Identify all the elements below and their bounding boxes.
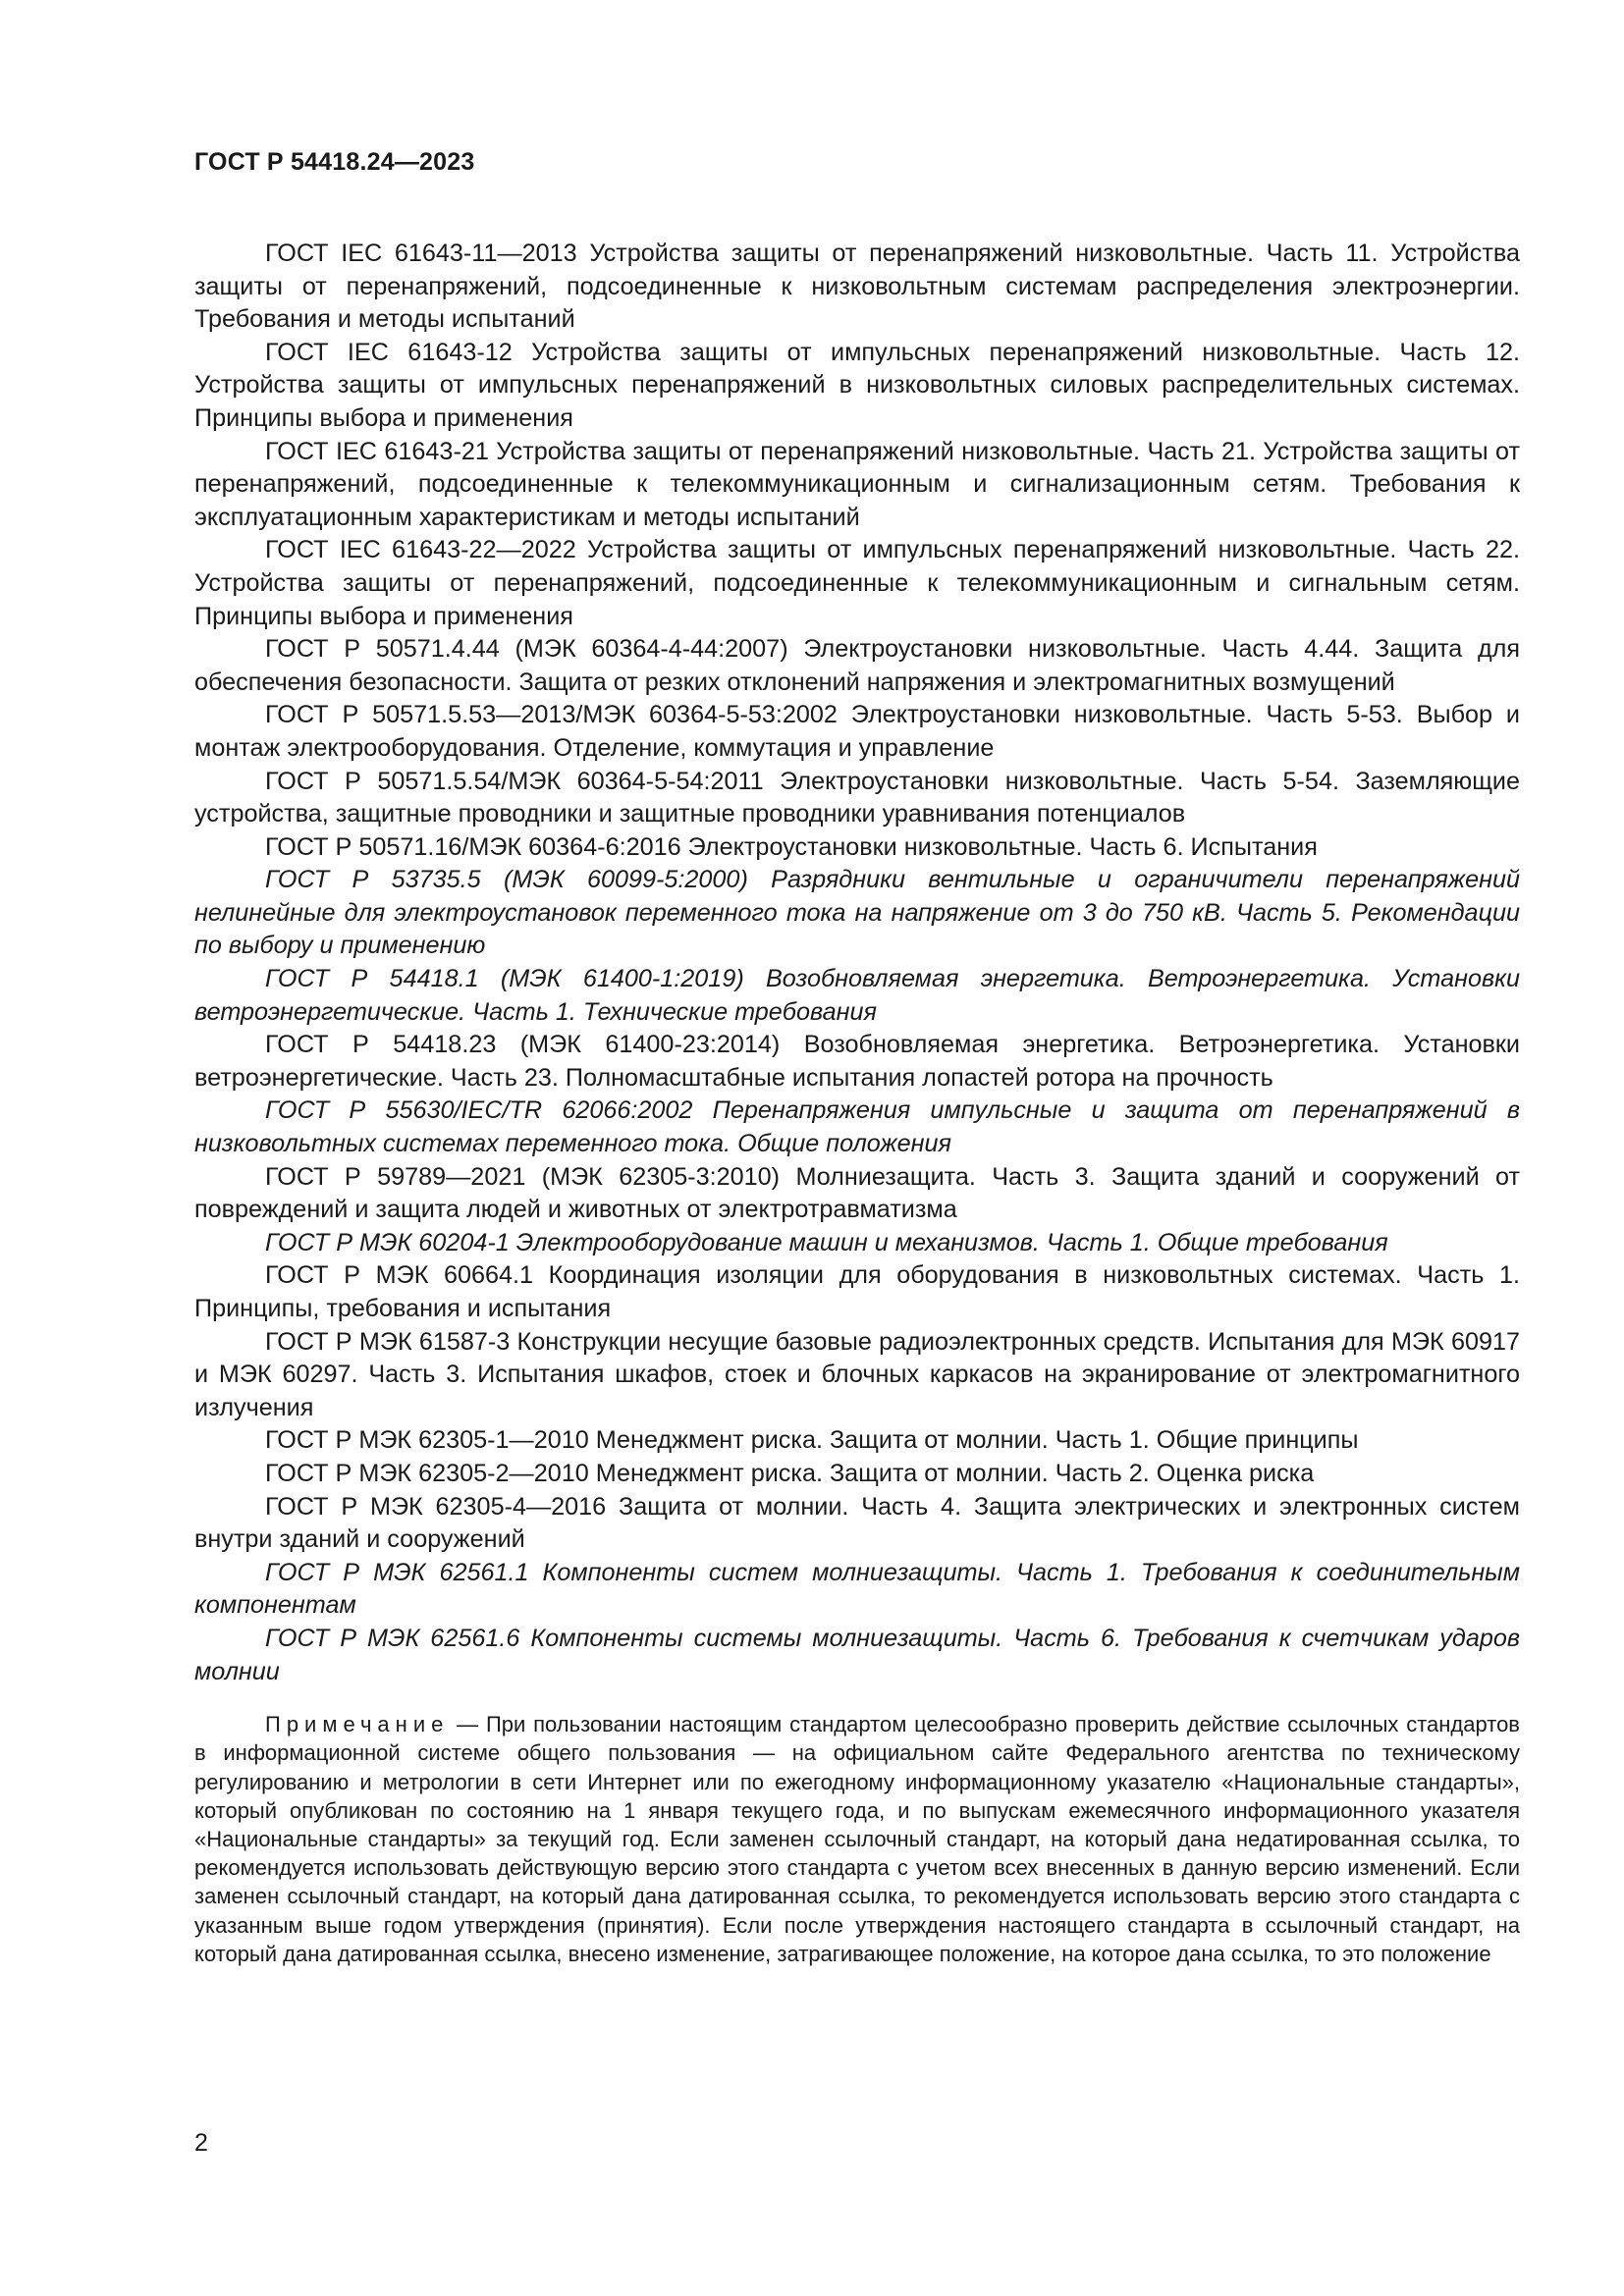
reference-item: ГОСТ Р 50571.5.53—2013/МЭК 60364-5-53:2002 Электроустановки низковольтные. Часть 5-53. Выбор и монтаж электрооборудования. Отделение, коммутация и управление xyxy=(194,701,1520,762)
reference-item: ГОСТ Р 59789—2021 (МЭК 62305-3:2010) Молниезащита. Часть 3. Защита зданий и сооружений от повреждений и защита людей и животных от электротравматизма xyxy=(194,1162,1520,1224)
reference-item: ГОСТ IEC 61643-12 Устройства защиты от импульсных перенапряжений низковольтные. Часть 12. Устройства защиты от импульсных перенапряжений в низковольтных силовых распределительных системах. Принципы выбора и применения xyxy=(194,338,1520,432)
note-paragraph xyxy=(194,1710,1520,1968)
reference-item: ГОСТ Р 55630/IEC/TR 62066:2002 Перенапряжения импульсные и защита от перенапряжений в низковольтных системах переменного тока. Общие положения xyxy=(194,1096,1520,1158)
note-text: — При пользовании настоящим стандартом целесообразно проверить действие ссылочных стандартов в информационной системе общего пользования — на официальном сайте Федерального агентства по техническому регулированию и метрологии в сети Интернет или по ежегодному информационному указателю «Национальные стандарты», который опубликован по состоянию на 1 января текущего года, и по выпускам ежемесячного информационного указателя «Национальные стандарты» за текущий год. Если заменен ссылочный стандарт, на который дана недатированная ссылка, то рекомендуется использовать действующую версию этого стандарта с учетом всех внесенных в данную версию изменений. Если заменен ссылочный стандарт, на который дана датированная ссылка, то рекомендуется использовать версию этого стандарта с указанным выше годом утверждения (принятия). Если после утверждения настоящего стандарта в ссылочный стандарт, на который дана датированная ссылка, внесено изменение, затрагивающее положение, на которое дана ссылка, то это положение xyxy=(194,1712,1520,1966)
reference-item: ГОСТ Р МЭК 61587-3 Конструкции несущие базовые радиоэлектронных средств. Испытания для МЭК 60917 и МЭК 60297. Часть 3. Испытания шкафов, стоек и блочных каркасов на экранирование от электромагнитного излучения xyxy=(194,1327,1520,1421)
reference-item: ГОСТ IEC 61643-22—2022 Устройства защиты от импульсных перенапряжений низковольтные. Часть 22. Устройства защиты от перенапряжений, подсоединенные к телекоммуникационным и сигнальным сетям. Принципы выбора и применения xyxy=(194,536,1520,630)
reference-item: ГОСТ Р 50571.4.44 (МЭК 60364-4-44:2007) Электроустановки низковольтные. Часть 4.44. Защита для обеспечения безопасности. Защита от резких отклонений напряжения и электромагнитных возмущений xyxy=(194,635,1520,696)
reference-item: ГОСТ Р 54418.23 (МЭК 61400-23:2014) Возобновляемая энергетика. Ветроэнергетика. Установки ветроэнергетические. Часть 23. Полномасштабные испытания лопастей ротора на прочность xyxy=(194,1031,1520,1092)
reference-item: ГОСТ Р 50571.5.54/МЭК 60364-5-54:2011 Электроустановки низковольтные. Часть 5-54. Заземляющие устройства, защитные проводники и защитные проводники уравнивания потенциалов xyxy=(194,767,1520,828)
reference-item: ГОСТ Р МЭК 60664.1 Координация изоляции для оборудования в низковольтных системах. Часть 1. Принципы, требования и испытания xyxy=(194,1261,1520,1322)
normative-references-list xyxy=(194,238,1520,1688)
reference-item: ГОСТ Р 54418.1 (МЭК 61400-1:2019) Возобновляемая энергетика. Ветроэнергетика. Установки ветроэнергетические. Часть 1. Технические требования xyxy=(194,965,1520,1026)
reference-item: ГОСТ Р 50571.16/МЭК 60364-6:2016 Электроустановки низковольтные. Часть 6. Испытания xyxy=(265,832,1318,861)
reference-item: ГОСТ Р 53735.5 (МЭК 60099-5:2000) Разрядники вентильные и ограничители перенапряжений нелинейные для электроустановок переменного тока на напряжение от 3 до 750 кВ. Часть 5. Рекомендации по выбору и применению xyxy=(194,866,1520,960)
reference-item: ГОСТ Р МЭК 62561.1 Компоненты систем молниезащиты. Часть 1. Требования к соединительным компонентам xyxy=(194,1558,1520,1620)
reference-item: ГОСТ Р МЭК 62305-1—2010 Менеджмент риска. Защита от молнии. Часть 1. Общие принципы xyxy=(265,1426,1359,1455)
note-label: Примечание xyxy=(265,1712,450,1737)
reference-item: ГОСТ IEC 61643-21 Устройства защиты от перенапряжений низковольтные. Часть 21. Устройства защиты от перенапряжений, подсоединенные к телекоммуникационным и сигнализационным сетям. Требования к эксплуатационным характеристикам и методы испытаний xyxy=(194,437,1520,531)
document-header: ГОСТ Р 54418.24—2023 xyxy=(194,148,475,176)
reference-item: ГОСТ Р МЭК 62305-2—2010 Менеджмент риска. Защита от молнии. Часть 2. Оценка риска xyxy=(265,1459,1315,1487)
page-number: 2 xyxy=(194,2129,208,2157)
reference-item: ГОСТ Р МЭК 60204-1 Электрооборудование машин и механизмов. Часть 1. Общие требования xyxy=(265,1228,1388,1256)
reference-item: ГОСТ Р МЭК 62561.6 Компоненты системы молниезащиты. Часть 6. Требования к счетчикам ударов молнии xyxy=(194,1624,1520,1685)
reference-item: ГОСТ IEC 61643-11—2013 Устройства защиты от перенапряжений низковольтные. Часть 11. Устройства защиты от перенапряжений, подсоединенные к низковольтным системам распределения электроэнергии. Требования и методы испытаний xyxy=(194,240,1520,334)
document-page xyxy=(194,147,1520,1990)
reference-item: ГОСТ Р МЭК 62305-4—2016 Защита от молнии. Часть 4. Защита электрических и электронных систем внутри зданий и сооружений xyxy=(194,1492,1520,1554)
